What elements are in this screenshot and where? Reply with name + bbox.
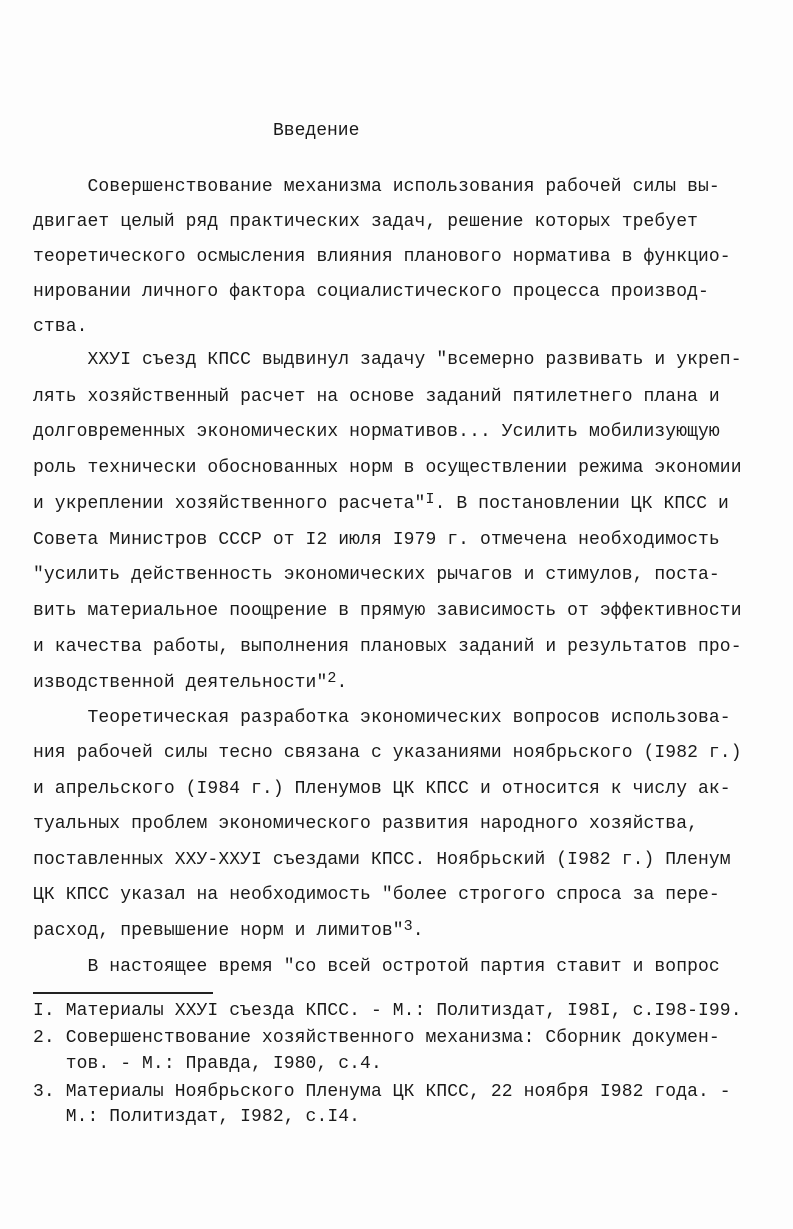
body-line — [33, 387, 720, 407]
body-line — [33, 957, 720, 977]
body-line — [33, 885, 720, 905]
line-text: 2. Совершенствование хозяйственного механизма: Сборник докумен- — [33, 1028, 720, 1048]
line-text: роль технически обоснованных норм в осуществлении режима экономии — [33, 458, 742, 478]
line-text: теоретического осмысления влияния планового норматива в функцио- — [33, 247, 731, 267]
line-text: расход, превышение норм и лимитов" — [33, 921, 404, 941]
footnote-ref: I — [425, 491, 435, 508]
body-line — [33, 491, 729, 515]
line-text: Совета Министров СССР от I2 июля I979 г. отмечена необходимость — [33, 530, 720, 550]
footnote-ref: 2 — [327, 670, 337, 687]
line-text: "усилить действенность экономических рычагов и стимулов, поста- — [33, 565, 720, 585]
line-text: . — [412, 921, 424, 941]
body-line — [33, 422, 720, 442]
body-line — [33, 637, 742, 657]
line-text: вить материальное поощрение в прямую зависимость от эффективности — [33, 601, 742, 621]
page-title: Введение — [273, 121, 360, 141]
line-text: двигает целый ряд практических задач, решение которых требует — [33, 212, 699, 232]
footnote-line — [33, 1107, 360, 1127]
body-line — [33, 918, 424, 942]
line-text: Совершенствование механизма использования рабочей силы вы- — [33, 177, 720, 197]
line-text: изводственной деятельности" — [33, 673, 328, 693]
line-text: тов. - М.: Правда, I980, с.4. — [33, 1054, 382, 1074]
line-text: I. Материалы XXУI съезда КПСС. - М.: Политиздат, I98I, с.I98-I99. — [33, 1001, 742, 1021]
footnote-ref: 3 — [403, 918, 413, 935]
footnote-line — [33, 1001, 742, 1021]
body-line — [33, 458, 742, 478]
line-text: нировании личного фактора социалистического процесса производ- — [33, 282, 709, 302]
body-line — [33, 282, 709, 302]
body-line — [33, 850, 731, 870]
line-text: и апрельского (I984 г.) Пленумов ЦК КПСС и относится к числу ак- — [33, 779, 731, 799]
line-text: XXУI съезд КПСС выдвинул задачу "всемерно развивать и укреп- — [33, 350, 742, 370]
body-line — [33, 247, 731, 267]
line-text: туальных проблем экономического развития народного хозяйства, — [33, 814, 699, 834]
body-line — [33, 530, 720, 550]
body-line — [33, 601, 742, 621]
footnote-line — [33, 1028, 720, 1048]
body-line — [33, 212, 698, 232]
line-text: М.: Политиздат, I982, с.I4. — [33, 1107, 361, 1127]
body-line — [33, 670, 348, 694]
body-line — [33, 317, 88, 337]
footnote-line — [33, 1082, 731, 1102]
line-text: В настоящее время "со всей остротой партия ставит и вопрос — [33, 957, 720, 977]
footnote-line — [33, 1054, 382, 1074]
line-text: 3. Материалы Ноябрьского Пленума ЦК КПСС, 22 ноября I982 года. - — [33, 1082, 731, 1102]
body-line — [33, 743, 742, 763]
body-line — [33, 177, 720, 197]
line-text: Теоретическая разработка экономических вопросов использова- — [33, 708, 731, 728]
footnote-divider — [33, 992, 213, 994]
line-text: . — [336, 673, 348, 693]
body-line — [33, 350, 742, 370]
line-text: ЦК КПСС указал на необходимость "более строгого спроса за пере- — [33, 885, 720, 905]
body-line — [33, 779, 731, 799]
line-text: долговременных экономических нормативов... Усилить мобилизующую — [33, 422, 720, 442]
body-line — [33, 565, 720, 585]
line-text: . В постановлении ЦК КПСС и — [434, 494, 729, 514]
line-text: поставленных XXУ-XXУI съездами КПСС. Ноябрьский (I982 г.) Пленум — [33, 850, 731, 870]
line-text: и качества работы, выполнения плановых заданий и результатов про- — [33, 637, 742, 657]
line-text: ства. — [33, 317, 88, 337]
line-text: лять хозяйственный расчет на основе заданий пятилетнего плана и — [33, 387, 720, 407]
line-text: ния рабочей силы тесно связана с указаниями ноябрьского (I982 г.) — [33, 743, 742, 763]
line-text: и укреплении хозяйственного расчета" — [33, 494, 426, 514]
body-line — [33, 814, 698, 834]
body-line — [33, 708, 731, 728]
